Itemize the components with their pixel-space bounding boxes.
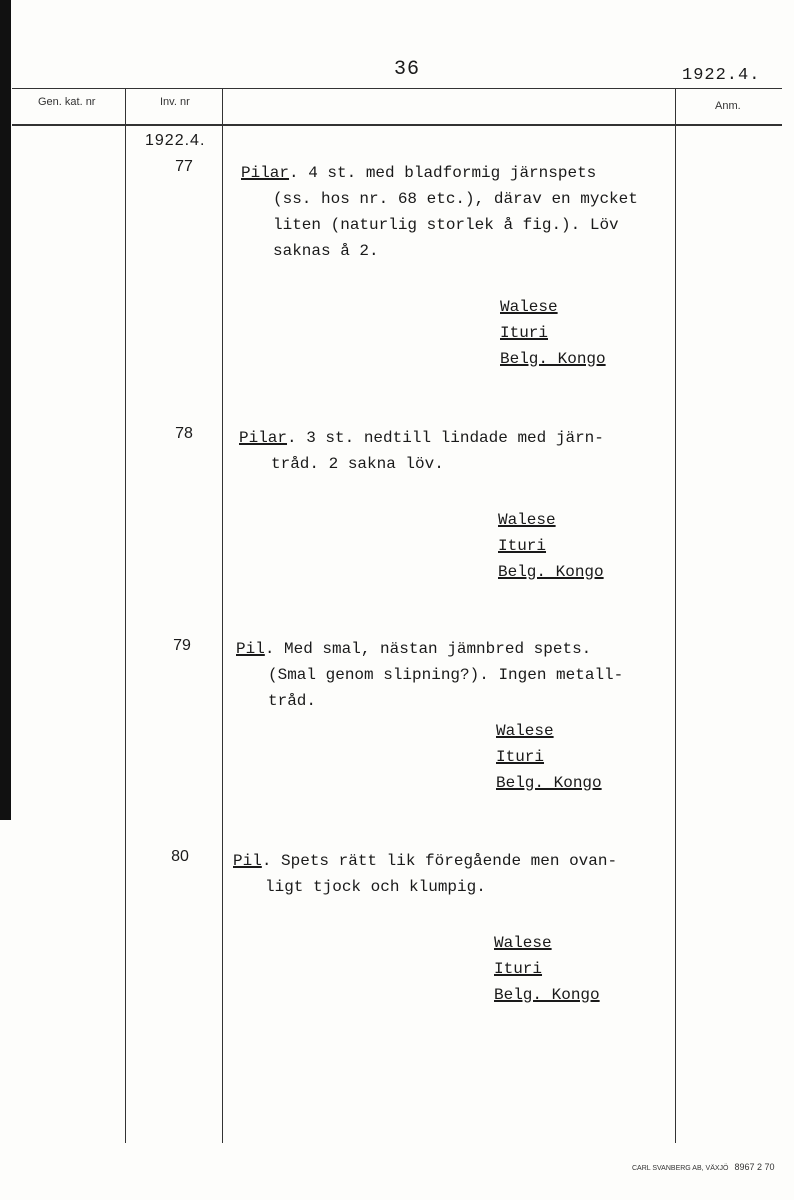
header-rule-top	[12, 88, 782, 89]
column-header-inv-nr: Inv. nr	[160, 96, 190, 108]
locality-79	[496, 718, 602, 796]
locality-region: Ituri	[500, 324, 549, 342]
inv-number-80: 80	[171, 848, 189, 865]
locality-country: Belg. Kongo	[494, 986, 600, 1004]
header-year: 1922.4.	[682, 66, 761, 85]
column-header-anm: Anm.	[715, 100, 741, 112]
entry-description-80: Pil. Spets rätt lik föregående men ovan- ligt tjock och klumpig.	[233, 852, 618, 896]
locality-77	[500, 294, 606, 372]
inv-number-78: 78	[175, 425, 193, 442]
inv-number-79: 79	[173, 637, 191, 654]
locality-country: Belg. Kongo	[498, 563, 604, 581]
column-divider-inv-desc	[222, 88, 223, 1143]
form-code: 8967 2 70	[734, 1162, 775, 1172]
printer-imprint	[632, 1162, 775, 1172]
locality-country: Belg. Kongo	[500, 350, 606, 368]
locality-people: Walese	[496, 722, 554, 740]
inv-number-77: 77	[175, 158, 193, 175]
entry-title: Pilar	[241, 164, 290, 182]
locality-people: Walese	[494, 934, 552, 952]
locality-78	[498, 507, 604, 585]
column-header-gen-kat-nr: Gen. kat. nr	[38, 96, 96, 108]
header-rule-bottom	[12, 124, 782, 126]
locality-region: Ituri	[494, 960, 543, 978]
column-divider-gen-inv	[125, 88, 126, 1143]
entry-description-79: Pil. Med smal, nästan jämnbred spets. (Smal genom slipning?). Ingen metall- tråd.	[236, 640, 624, 710]
entry-title: Pil	[236, 640, 265, 658]
locality-people: Walese	[500, 298, 558, 316]
printer-name: CARL SVANBERG AB, VÄXJÖ	[632, 1165, 729, 1172]
entry-description-77: Pilar. 4 st. med bladformig järnspets (ss. hos nr. 68 etc.), därav en mycket liten (naturlig storlek å fig.). Löv saknas å 2.	[241, 164, 638, 260]
locality-80	[494, 930, 600, 1008]
locality-region: Ituri	[498, 537, 547, 555]
locality-country: Belg. Kongo	[496, 774, 602, 792]
page-number: 36	[394, 58, 421, 81]
binding-edge-bar	[0, 0, 11, 820]
entry-description-78: Pilar. 3 st. nedtill lindade med järn- tråd. 2 sakna löv.	[239, 429, 604, 473]
entry-title: Pilar	[239, 429, 288, 447]
entry-date: 1922.4.	[145, 132, 206, 149]
locality-region: Ituri	[496, 748, 545, 766]
entry-title: Pil	[233, 852, 262, 870]
locality-people: Walese	[498, 511, 556, 529]
